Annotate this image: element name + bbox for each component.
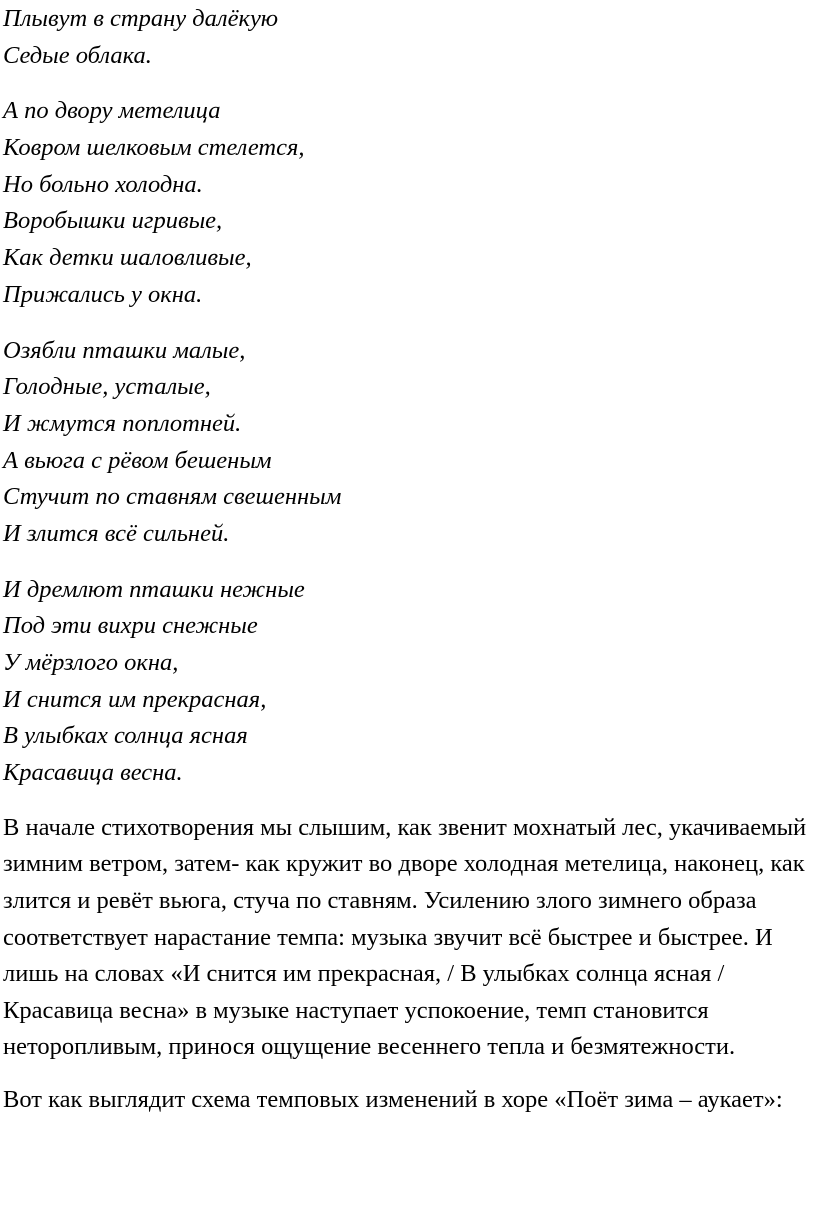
poem-line: Седые облака. xyxy=(3,41,152,69)
poem-line: Под эти вихри снежные xyxy=(3,612,258,640)
poem-stanza-2 xyxy=(3,93,816,313)
poem-line: Плывут в страну далёкую xyxy=(3,5,279,32)
poem-stanza-3 xyxy=(3,333,816,553)
tempo-scheme-intro: Вот как выглядит схема темповых изменений в хоре «Поёт зима – аукает»: xyxy=(3,1085,783,1113)
poem-line: И дремлют пташки нежные xyxy=(3,575,305,603)
poem-line: Как детки шаловливые, xyxy=(3,244,252,272)
poem-line: Озябли пташки малые, xyxy=(3,336,246,364)
poem-line: А по двору метелица xyxy=(3,97,221,125)
poem-stanza-4 xyxy=(3,572,816,792)
poem-line: И жмутся поплотней. xyxy=(3,409,242,437)
poem-line: Прижались у окна. xyxy=(3,280,203,308)
poem-line: У мёрзлого окна, xyxy=(3,649,179,676)
poem-text xyxy=(3,1,816,792)
poem-line: Но больно холодна. xyxy=(3,170,203,198)
poem-line: Красавица весна. xyxy=(3,759,183,787)
analysis-paragraph: В начале стихотворения мы слышим, как звенит мохнатый лес, укачиваемый зимним ветром, затем- как кружит во дворе холодная метелица, наконец, как злится и ревёт вьюга, стуча по ставням. Усилению злого зимнего образа соответствует нарастание темпа: музыка звучит всё быстрее и быстрее. И лишь на словах «И снится им прекрасная, / В улыбках солнца ясная / Красавица весна» в музыке наступает успокоение, темп становится неторопливым, принося ощущение весеннего тепла и безмятежности. xyxy=(3,813,807,1061)
poem-stanza-1 xyxy=(3,1,816,74)
poem-line: И злится всё сильней. xyxy=(3,519,230,547)
poem-line: Воробышки игривые, xyxy=(3,207,223,235)
poem-line: А вьюга с рёвом бешеным xyxy=(3,446,272,474)
poem-line: Ковром шелковым стелется, xyxy=(3,134,305,162)
poem-line: Голодные, усталые, xyxy=(3,373,211,401)
poem-line: И снится им прекрасная, xyxy=(3,685,267,713)
poem-line: В улыбках солнца ясная xyxy=(3,722,248,750)
poem-line: Стучит по ставням свешенным xyxy=(3,483,342,511)
